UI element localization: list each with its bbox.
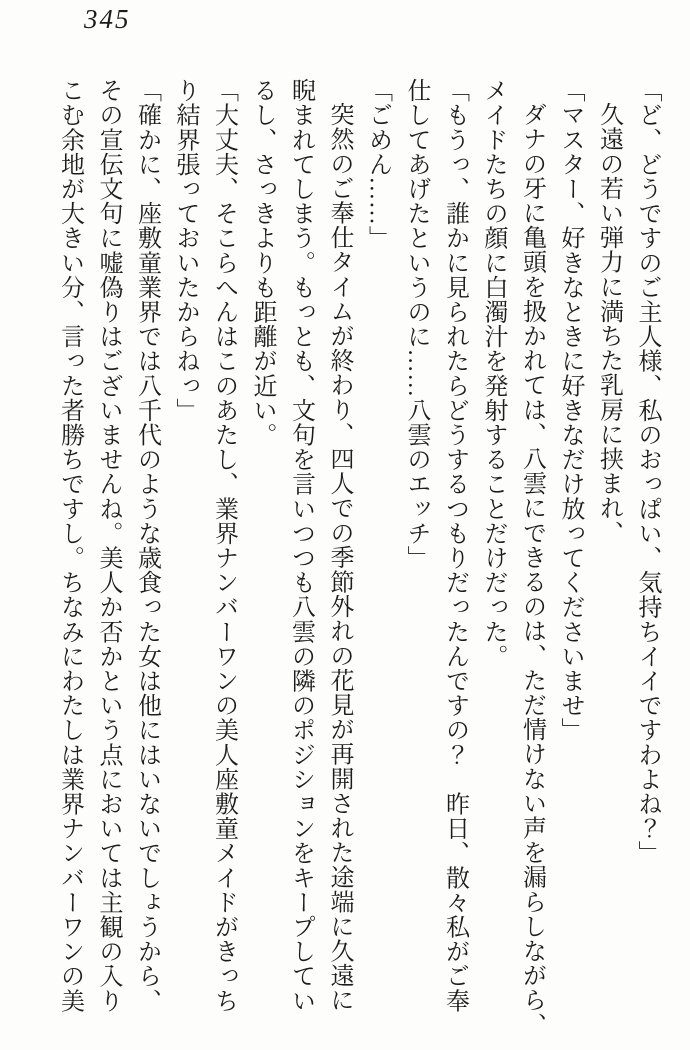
text-line: その宣伝文句に嘘偽りはございませんね。美人か否かという点においては主観の入り xyxy=(95,78,121,1013)
text-line: メイドたちの顔に白濁汁を発射することだけだった。 xyxy=(480,78,506,669)
text-line: るし、さっきよりも距離が近い。 xyxy=(249,78,275,447)
text-line: 「ごめん……」 xyxy=(364,78,391,251)
text-line: 突然のご奉仕タイムが終わり、四人での季節外れの花見が再開された途端に久遠に xyxy=(326,102,352,1013)
text-line: 「ど、どうですのご主人様、私のおっぱい、気持ちイイですわよね？」 xyxy=(634,78,660,866)
text-line: 「大丈夫、そこらへんはこのあたし、業界ナンバーワンの美人座敷童メイドがきっち xyxy=(210,78,237,1013)
text-line: ダナの牙に亀頭を扱かれては、八雲にできるのは、ただ情けない声を漏らしながら、 xyxy=(518,102,545,1037)
text-block xyxy=(50,78,666,1037)
text-line: 「マスター、好きなときに好きなだけ放ってくださいませ」 xyxy=(557,78,583,743)
text-line: 「確かに、座敷童業界では八千代のような歳食った女は他にはいないでしょうから、 xyxy=(133,78,160,1013)
text-line: り結界張っておいたからねっ」 xyxy=(172,78,198,423)
text-line: こむ余地が大きい分、言った者勝ちですし。ちなみにわたしは業界ナンバーワンの美 xyxy=(56,78,83,1013)
text-line: 仕してあげたというのに……八雲のエッチ」 xyxy=(403,78,429,570)
text-line: 睨まれてしまう。もっとも、文句を言いつつも八雲の隣のポジションをキープしてい xyxy=(287,78,314,1013)
page-number: 345 xyxy=(84,4,131,34)
text-line: 久遠の若い弾力に満ちた乳房に挟まれ、 xyxy=(595,102,622,545)
text-line: 「もうっ、誰かに見られたらどうするつもりだったんですの？ 昨日、散々私がご奉 xyxy=(441,78,468,1013)
